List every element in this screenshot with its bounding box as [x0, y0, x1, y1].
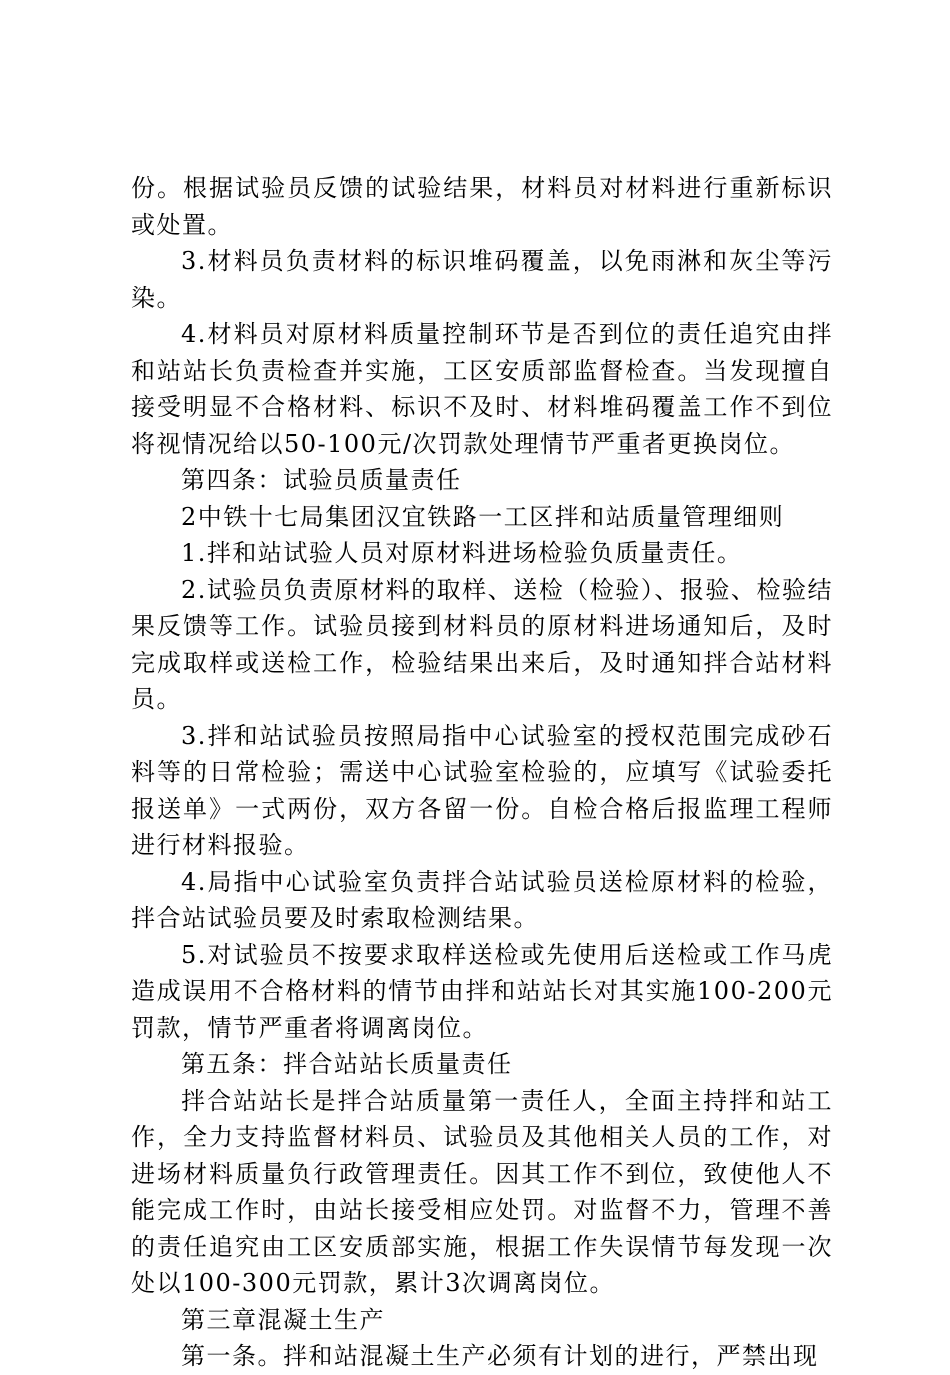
paragraph-item-4: 4.材料员对原材料质量控制环节是否到位的责任追究由拌和站站长负责检查并实施，工区安质部监督检查。当发现擅自接受明显不合格材料、标识不及时、材料堆码覆盖工作不到位将视情况给以50-100元/次罚款处理情节严重者更换岗位。 [131, 320, 833, 458]
paragraph-item-3: 3.材料员负责材料的标识堆码覆盖，以免雨淋和灰尘等污染。 [131, 247, 833, 312]
document-subtitle: 2中铁十七局集团汉宜铁路一工区拌和站质量管理细则 [181, 502, 785, 531]
paragraph-item-4b: 4.局指中心试验室负责拌合站试验员送检原材料的检验，拌合站试验员要及时索取检测结果。 [131, 867, 833, 932]
section-heading-article-5: 第五条：拌合站站长质量责任 [181, 1050, 513, 1078]
paragraph-station-chief: 拌合站站长是拌合站质量第一责任人，全面主持拌和站工作，全力支持监督材料员、试验员及其他相关人员的工作，对进场材料质量负行政管理责任。因其工作不到位，致使他人不能完成工作时，由站长接受相应处罚。对监督不力，管理不善的责任追究由工区安质部实施，根据工作失误情节每发现一次处以100-300元罚款，累计3次调离岗位。 [131, 1086, 833, 1297]
paragraph-item-3b: 3.拌和站试验员按照局指中心试验室的授权范围完成砂石料等的日常检验；需送中心试验室检验的，应填写《试验委托报送单》一式两份，双方各留一份。自检合格后报监理工程师进行材料报验。 [131, 721, 833, 859]
paragraph-item-2: 2.试验员负责原材料的取样、送检（检验）、报验、检验结果反馈等工作。试验员接到材料员的原材料进场通知后，及时完成取样或送检工作，检验结果出来后，及时通知拌合站材料员。 [131, 575, 833, 713]
document-body [131, 170, 833, 1375]
paragraph-article-1: 第一条。拌和站混凝土生产必须有计划的进行，严禁出现 [181, 1342, 819, 1370]
section-heading-article-4: 第四条：试验员质量责任 [181, 466, 462, 494]
paragraph-continuation: 份。根据试验员反馈的试验结果，材料员对材料进行重新标识或处置。 [131, 174, 833, 239]
paragraph-item-5: 5.对试验员不按要求取样送检或先使用后送检或工作马虎造成误用不合格材料的情节由拌和站站长对其实施100-200元罚款，情节严重者将调离岗位。 [131, 940, 833, 1042]
paragraph-item-1: 1.拌和站试验人员对原材料进场检验负质量责任。 [181, 539, 743, 567]
chapter-heading-3: 第三章混凝土生产 [181, 1305, 385, 1334]
